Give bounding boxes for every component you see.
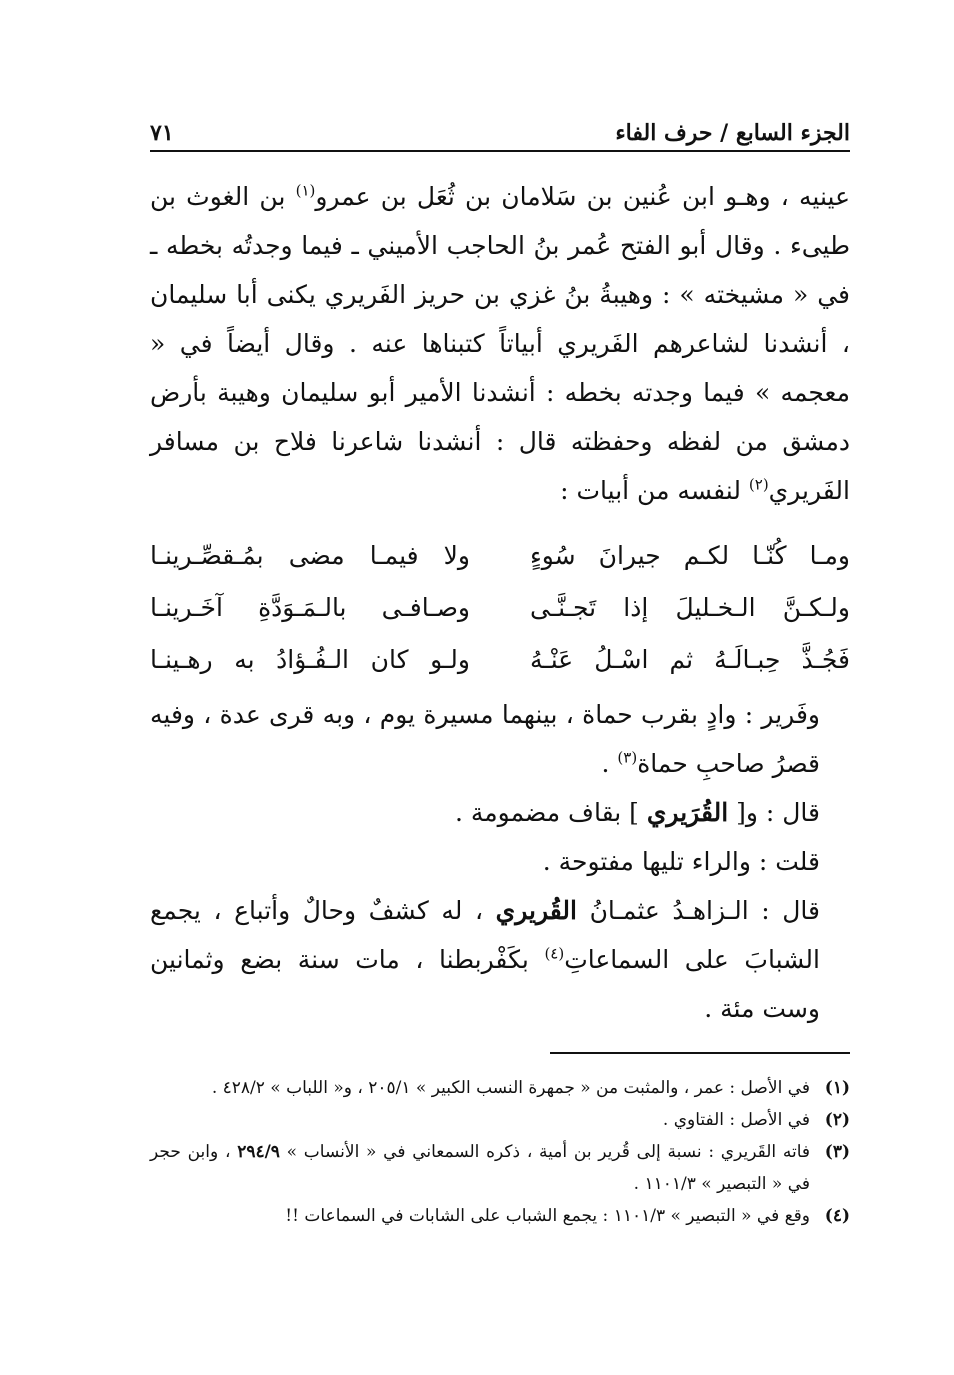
p1-text-a: عينيه ، وهـو ابن عُنين بن سَلامان بن ثُعَل بن عمرو xyxy=(315,182,850,211)
footnote-number: (٣) xyxy=(824,1142,850,1162)
p5-text-c: بكَفْربطنا ، مات سنة بضع وثمانين وست مئة . xyxy=(150,945,820,1023)
verse-line xyxy=(150,634,850,686)
running-title: الجزء السابع / حرف الفاء xyxy=(615,120,850,146)
paragraph-1 xyxy=(150,172,850,515)
footnotes xyxy=(150,1072,850,1232)
poem-verses xyxy=(150,530,850,686)
page-number: ٧١ xyxy=(150,120,174,146)
verse-hemistich-1: ولـكـنَّ الـخـليلَ إذا تَجـنَّـى xyxy=(530,593,850,622)
footnote-3 xyxy=(150,1136,850,1200)
footnote-ref-1[interactable]: (١) xyxy=(295,181,316,200)
footnote-number: (٢) xyxy=(824,1110,850,1130)
p3-text-a: قال : و[ xyxy=(728,798,820,827)
footnote-2 xyxy=(150,1104,850,1136)
p3-headword: القُرَيري xyxy=(646,798,729,827)
p5-headword: القُريري xyxy=(495,896,577,925)
footnote-number: (١) xyxy=(824,1078,850,1098)
paragraph-3 xyxy=(150,788,850,837)
verse-hemistich-1: فَجُـذَّ حِبـالَـهُ ثم اسْـلُ عَنْـهُ xyxy=(530,645,850,674)
footnote-number: (٤) xyxy=(824,1206,850,1226)
p3-text-b: ] بقاف مضمومة . xyxy=(454,798,647,827)
footnote-text: وقع في « التبصير » ١١٠١/٣ : يجمع الشباب على الشابات في السماعات !! xyxy=(285,1206,810,1226)
footnote-1 xyxy=(150,1072,850,1104)
footnote-ref-value: ٢٩٤/٩ xyxy=(237,1142,280,1162)
paragraph-4: قلت : والراء تليها مفتوحة . xyxy=(542,847,820,876)
p2-text-a: وفَرير : وادٍ بقرب حماة ، بينهما مسيرة يوم ، وبه قرى عدة ، وفيه قصرُ صاحبِ حماة xyxy=(150,700,820,778)
p2-text-b: . xyxy=(601,749,618,778)
p1-text-c: لنفسه من أبيات : xyxy=(560,476,749,505)
main-text-continued xyxy=(150,690,850,1033)
footnote-text xyxy=(150,1136,810,1200)
header-rule xyxy=(150,150,850,152)
p5-text-a: قال : الـزاهـدُ عثمـانُ xyxy=(576,896,820,925)
footnote-ref-4[interactable]: (٤) xyxy=(544,944,565,963)
page-header xyxy=(150,100,850,146)
verse-line xyxy=(150,582,850,634)
footnote-ref-3[interactable]: (٣) xyxy=(617,748,638,767)
paragraph-5 xyxy=(150,886,850,1033)
footnote-text: في الأصل : الفتاوي . xyxy=(662,1110,810,1130)
verse-hemistich-2: ولـو كان الـفُـؤادُ به رهـينـا xyxy=(150,645,470,674)
verse-hemistich-2: وصـافـى بالـمَـوَدَّةِ آخَـرينـا xyxy=(150,593,470,622)
p1-text-b: بن الغوث بن طيىء . وقال أبو الفتح عُمر بنُ الحاجب الأميني ـ فيما وجدتُه بخطه ـ في « مشيخته » : وهيبةُ بنُ غزي بن حريز الفَريري يكنى أبا سليمان ، أنشدنا لشاعرهم الفَريري أبياتاً كتبناها عنه . وقال أيضاً في « معجمه » فيما وجدته بخطه : أنشدنا الأمير أبو سليمان وهيبة بأرض دمشق من لفظه وحفظته قال : أنشدنا شاعرنا فلاح بن مسافر الفَريري xyxy=(150,182,850,505)
footnote-text-a: فاته القَريري : نسبة إلى قُرير بن أمية ، ذكره السمعاني في « الأنساب » xyxy=(279,1142,810,1162)
paragraph-2 xyxy=(150,690,850,788)
footnote-text-b: ، وابن حجر في « التبصير » ١١٠١/٣ . xyxy=(150,1142,810,1194)
p5-text-b: ، له كشفٌ وحالٌ وأتباع ، يجمع الشبابَ على السماعاتِ xyxy=(150,896,820,974)
footnote-rule xyxy=(550,1052,850,1054)
footnote-ref-2[interactable]: (٢) xyxy=(748,475,769,494)
verse-hemistich-1: ومـا كُنّـا لكـم جيرانَ سُوءٍ xyxy=(530,541,850,570)
verse-hemistich-2: ولا فيمـا مضى بمُـقصِّـرينـا xyxy=(150,541,470,570)
footnote-4 xyxy=(150,1200,850,1232)
footnote-text: في الأصل : عمر ، والمثبت من « جمهرة النسب الكبير » ٢٠٥/١ ، و« اللباب » ٤٢٨/٢ . xyxy=(211,1078,810,1098)
verse-line xyxy=(150,530,850,582)
main-text xyxy=(150,172,850,515)
